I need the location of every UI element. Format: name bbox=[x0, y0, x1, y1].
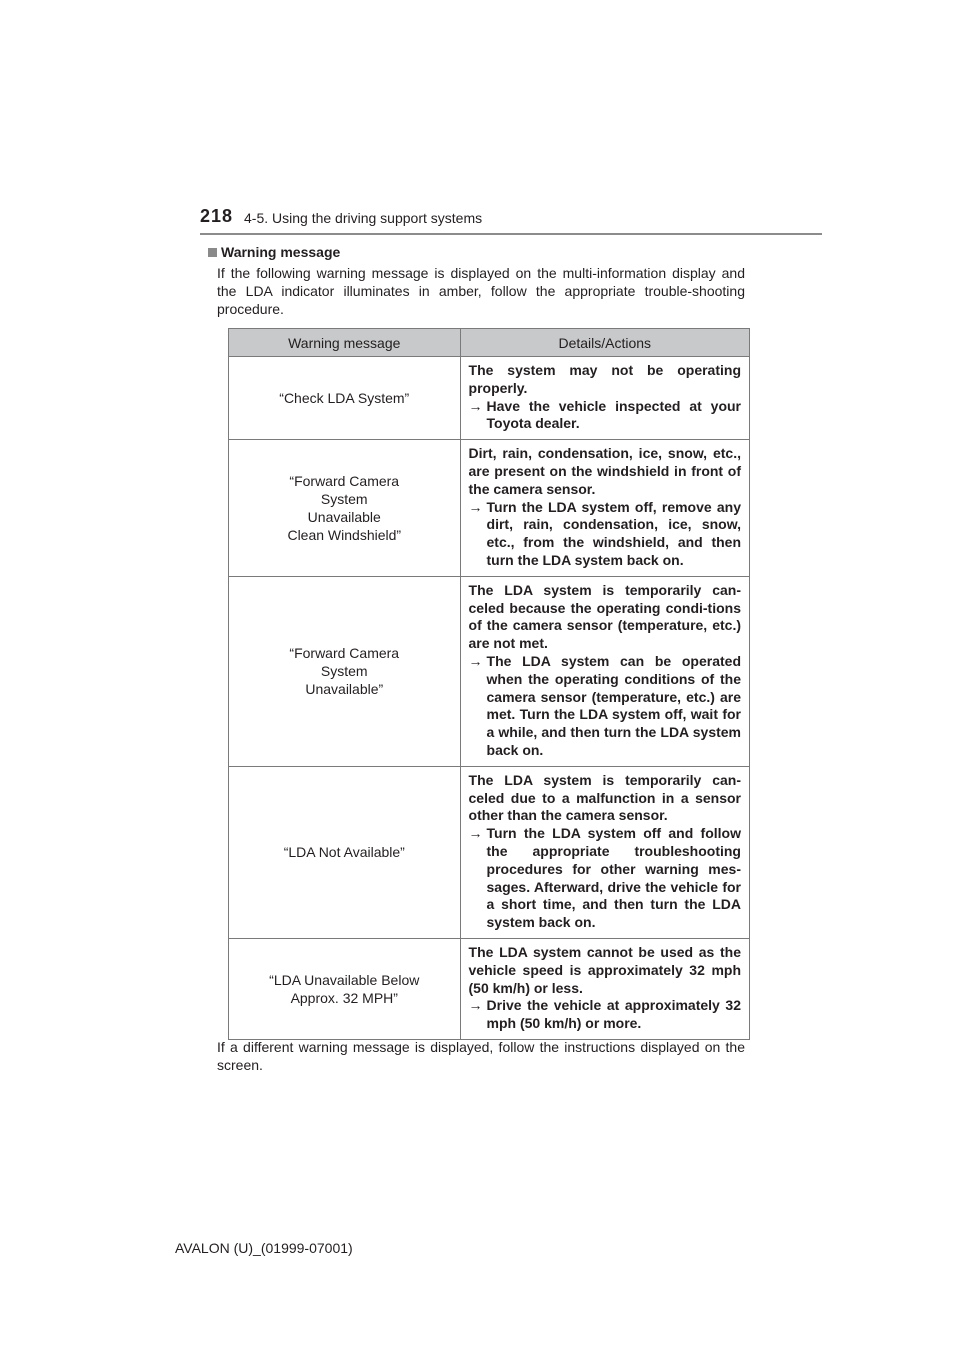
action-text: → Drive the vehicle at approximately 32 mph (50 km/h) or more. bbox=[468, 997, 741, 1032]
warning-message-cell: “Forward Camera System Unavailable Clean Windshield” bbox=[229, 440, 461, 577]
action-text: → Turn the LDA system off, remove any dirt, rain, condensation, ice, snow, etc., from the windshield, and then turn the LDA system back on. bbox=[468, 498, 741, 568]
table-row bbox=[229, 576, 750, 766]
warning-message-cell: “LDA Not Available” bbox=[229, 766, 461, 938]
intro-paragraph: If the following warning message is displayed on the multi-information display and the LDA indicator illuminates in amber, follow the appropriate trouble-shooting procedure. bbox=[217, 265, 745, 317]
arrow-right-icon: → bbox=[468, 498, 483, 515]
details-cell bbox=[460, 576, 749, 766]
page-number: 218 bbox=[200, 206, 234, 226]
column-header-details-actions: Details/Actions bbox=[460, 329, 749, 357]
warning-message-cell: “LDA Unavailable Below Approx. 32 MPH” bbox=[229, 938, 461, 1039]
subheading bbox=[208, 244, 340, 260]
action-text: → Turn the LDA system off and follow the appropriate troubleshooting procedures for other warning mes-sages. Afterward, drive the vehicle for a short time, and then turn the LDA system back on. bbox=[468, 825, 741, 931]
details-text: The LDA system is temporarily can-celed because the operating condi-tions of the camera sensor (temperature, etc.) are not met. bbox=[468, 581, 741, 652]
details-cell bbox=[460, 766, 749, 938]
table-row bbox=[229, 938, 750, 1039]
arrow-right-icon: → bbox=[468, 825, 483, 842]
table-row bbox=[229, 440, 750, 577]
details-text: The LDA system cannot be used as the vehicle speed is approximately 32 mph (50 km/h) or less. bbox=[468, 943, 741, 996]
outro-paragraph: If a different warning message is displayed, follow the instructions displayed on the screen. bbox=[217, 1039, 745, 1073]
arrow-right-icon: → bbox=[468, 652, 483, 669]
action-text: → The LDA system can be operated when the operating conditions of the camera sensor (temperature, etc.) are met. Turn the LDA system off, wait for a while, and then turn the LDA system back on. bbox=[468, 652, 741, 758]
warning-message-cell: “Forward Camera System Unavailable” bbox=[229, 576, 461, 766]
arrow-right-icon: → bbox=[468, 997, 483, 1014]
section-title: 4-5. Using the driving support systems bbox=[244, 210, 483, 226]
arrow-right-icon: → bbox=[468, 397, 483, 414]
details-text: The LDA system is temporarily can-celed due to a malfunction in a sensor other than the camera sensor. bbox=[468, 771, 741, 824]
details-cell bbox=[460, 938, 749, 1039]
warning-message-cell: “Check LDA System” bbox=[229, 357, 461, 440]
warning-message-table bbox=[228, 328, 750, 1040]
column-header-warning-message: Warning message bbox=[229, 329, 461, 357]
table-row bbox=[229, 357, 750, 440]
footer-model-code: AVALON (U)_(01999-07001) bbox=[175, 1240, 353, 1256]
table-header-row bbox=[229, 329, 750, 357]
header-divider bbox=[200, 233, 822, 235]
details-text: The system may not be operating properly. bbox=[468, 362, 741, 396]
action-text: → Have the vehicle inspected at your Toyota dealer. bbox=[468, 397, 741, 432]
details-cell bbox=[460, 440, 749, 577]
table-row bbox=[229, 766, 750, 938]
details-text: Dirt, rain, condensation, ice, snow, etc., are present on the windshield in front of the camera sensor. bbox=[468, 445, 741, 497]
square-bullet-icon bbox=[208, 248, 217, 257]
page-header bbox=[200, 206, 822, 234]
details-cell bbox=[460, 357, 749, 440]
subheading-text: Warning message bbox=[221, 244, 341, 260]
